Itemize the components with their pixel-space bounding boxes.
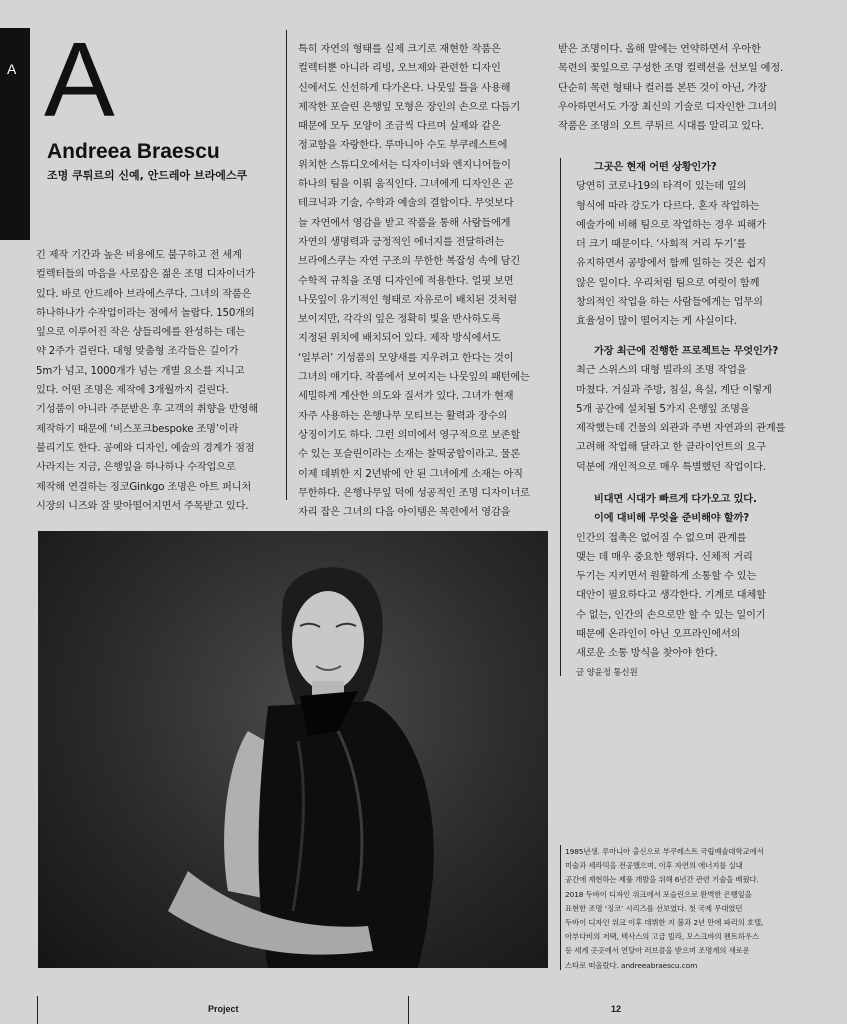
text-line: 않은 일이다. 우리처럼 팀으로 여럿이 함께 <box>576 277 760 289</box>
text-line: 상징이기도 하다. 그런 의미에서 영구적으로 보존할 <box>298 429 521 441</box>
text-line: 하나의 팀을 이뤄 움직인다. 그녀에게 디자인은 곧 <box>298 179 514 191</box>
text-line: 1985년생. 루마니아 출신으로 부쿠레스트 국립예술대학교에서 <box>565 847 764 856</box>
text-line: 있다. 어떤 조명은 제작에 3개월까지 걸린다. <box>36 385 229 397</box>
qa-question: 이에 대비해 무엇을 준비해야 할까? <box>594 513 750 525</box>
text-line: 수 있는 포슬린이라는 소재는 찰떡궁합이라고. 물론 <box>298 449 521 461</box>
text-line: 때문에 온라인이 아닌 오프라인에서의 <box>576 629 741 641</box>
text-line: 브라에스쿠는 자연 구조의 무한한 복잡성 속에 담긴 <box>298 256 521 268</box>
text-line: 스타로 떠올랐다. andreeabraescu.com <box>565 960 698 970</box>
text-line: 제작하기 때문에 ‘비스포크bespoke 조명’이라 <box>36 423 239 435</box>
qa-question: 가장 최근에 진행한 프로젝트는 무엇인가? <box>594 346 779 357</box>
text-line: 테크닉과 기술, 수학과 예술의 결합이다. 무엇보다 <box>298 198 514 210</box>
text-line: 공간에 재현하는 제품 개발을 위해 6년간 관련 기술을 배웠다. <box>565 875 759 885</box>
text-line: 인간의 접촉은 없어질 수 없으며 관계를 <box>576 532 747 544</box>
designer-name: Andreea Braescu <box>47 140 220 163</box>
text-line: 위치한 스튜디오에서는 디자이너와 엔지니어들이 <box>298 159 511 171</box>
footer-section-label: Project <box>208 1004 239 1014</box>
text-line: 두바이 디자인 위크 이후 데뷔한 지 불과 2년 만에 파리의 호텔, <box>565 918 764 928</box>
section-tab-letter: A <box>7 61 17 77</box>
designer-subtitle: 조명 쿠튀르의 신예, 안드레아 브라에스쿠 <box>47 169 248 182</box>
text-line: 그녀의 얘기다. 작품에서 보여지는 나뭇잎의 패턴에는 <box>298 372 530 384</box>
text-line: 시장의 니즈와 잘 맞아떨어지면서 주목받고 있다. <box>36 500 249 512</box>
text-line: 하나하나가 수작업이라는 점에서 놀랍다. 150개의 <box>36 307 255 319</box>
text-line: 있다. 바로 안드레아 브라에스쿠다. 그녀의 작품은 <box>36 288 252 300</box>
drop-letter: A <box>44 21 115 139</box>
text-line: ‘일부러’ 기성품의 모양새를 지우려고 한다는 것이 <box>298 352 514 364</box>
text-line: 형식에 따라 강도가 다르다. 혼자 작업하는 <box>576 200 760 212</box>
writer-credit: 글 양윤정 통신원 <box>576 667 638 678</box>
text-line: 2018 두바이 디자인 위크에서 포슬린으로 완벽한 은행잎을 <box>565 889 752 899</box>
text-line: 대안이 필요하다고 생각한다. 기계로 대체할 <box>576 590 766 602</box>
text-line: 자리 잡은 그녀의 다음 아이템은 목련에서 영감을 <box>298 507 511 519</box>
text-line: 불리기도 한다. 공예와 디자인, 예술의 경계가 점점 <box>36 442 255 454</box>
text-line: 당연히 코로나19의 타격이 있는데 일의 <box>576 181 747 193</box>
text-line: 잎으로 이루어진 작은 샹들리에를 완성하는 데는 <box>36 327 246 339</box>
footer-page-number: 12 <box>611 1004 622 1014</box>
text-line: 고려해 작업해 달라고 한 클라이언트의 요구 <box>576 442 766 454</box>
qa-question: 그곳은 현재 어떤 상황인가? <box>594 162 717 173</box>
text-line: 두기는 지키면서 원활하게 소통할 수 있는 <box>576 571 757 583</box>
text-line: 보이지만, 각각의 잎은 정확히 빛을 반사하도록 <box>298 314 501 326</box>
text-line: 세밀하게 계산한 의도와 질서가 있다. 그녀가 현재 <box>298 391 514 403</box>
text-line: 최근 스위스의 대형 빌라의 조명 작업을 <box>576 365 747 377</box>
text-line: 예술가에 비해 팀으로 작업하는 경우 피해가 <box>576 219 766 231</box>
text-line: 창의적인 작업을 하는 사람들에게는 업무의 <box>576 297 763 309</box>
text-line: 유지하면서 공방에서 함께 일하는 것은 쉽지 <box>576 258 766 270</box>
text-line: 자주 사용하는 은행나무 모티브는 활력과 장수의 <box>298 410 508 422</box>
text-line: 맺는 데 매우 중요한 행위다. 신체적 거리 <box>576 551 753 563</box>
text-line: 때문에 모두 모양이 조금씩 다르며 실제와 같은 <box>298 121 501 133</box>
designer-caption <box>565 845 820 973</box>
qa-question: 비대면 시대가 빠르게 다가오고 있다. <box>594 494 757 505</box>
text-line: 제작했는데 건물의 외관과 주변 자연과의 관계를 <box>576 423 786 435</box>
text-line: 신에서도 신선하게 다가온다. 나뭇잎 틀을 사용해 <box>298 82 511 94</box>
text-line: 5m가 넘고, 1000개가 넘는 개별 요소를 지니고 <box>36 365 245 377</box>
text-line: 단순히 목련 형태나 컬러를 본뜬 것이 아닌, 가장 <box>558 82 767 94</box>
text-line: 받은 조명이다. 올해 말에는 연약하면서 우아한 <box>558 44 761 55</box>
text-line: 컬렉터뿐 아니라 리빙, 오브제와 관련한 디자인 <box>298 63 501 75</box>
qa-divider <box>560 158 561 676</box>
text-line: 무한하다. 은행나무잎 덕에 성공적인 조명 디자이너로 <box>298 487 530 499</box>
designer-portrait-photo <box>38 531 548 968</box>
qa-block-2 <box>576 342 812 477</box>
text-line: 지정된 위치에 배치되어 있다. 제작 방식에서도 <box>298 333 501 345</box>
text-line: 작품은 조명의 오트 쿠튀르 시대를 알리고 있다. <box>558 121 764 133</box>
text-line: 정교함을 자랑한다. 루마니아 수도 부쿠레스트에 <box>298 140 508 152</box>
text-line: 제작해 연결하는 징코Ginkgo 조명은 아트 퍼니처 <box>36 481 252 493</box>
text-line: 우아하면서도 가장 최신의 기술로 디자인한 그녀의 <box>558 101 777 113</box>
qa-block-1 <box>576 158 812 332</box>
text-line: 효율성이 많이 떨어지는 게 사실이다. <box>576 316 737 328</box>
text-line: 수 없는, 인간의 손으로만 할 수 있는 일이기 <box>576 609 766 621</box>
text-line: 표현한 조명 ‘징코’ 시리즈를 선보였다. 첫 국제 무대였던 <box>565 903 743 913</box>
qa-block-3 <box>576 490 812 680</box>
column-divider <box>286 30 287 500</box>
text-line: 제작한 포슬린 은행잎 모형은 장인의 손으로 다듬기 <box>298 101 521 113</box>
text-line: 기성품이 아니라 주문받은 후 고객의 취향을 반영해 <box>36 404 259 416</box>
text-line: 더 크기 때문이다. ‘사회적 거리 두기’를 <box>576 239 747 251</box>
text-line: 이제 데뷔한 지 2년밖에 안 된 그녀에게 소재는 아직 <box>298 468 523 480</box>
text-line: 나뭇잎이 유기적인 형태로 자유로이 배치된 것처럼 <box>298 294 517 306</box>
text-line: 긴 제작 기간과 높은 비용에도 불구하고 전 세계 <box>36 250 242 261</box>
text-line: 목련의 꽃잎으로 구성한 조명 컬렉션을 선보일 예정. <box>558 63 784 75</box>
text-line: 등 세계 곳곳에서 연달아 러브콜을 받으며 조명계의 새로운 <box>565 946 750 956</box>
text-line: 특히 자연의 형태를 실제 크기로 재현한 작품은 <box>298 44 501 55</box>
text-line: 자연의 생명력과 긍정적인 에너지를 전달하려는 <box>298 236 505 248</box>
text-line: 마쳤다. 거실과 주방, 침실, 욕실, 계단 이렇게 <box>576 384 772 396</box>
text-line: 5개 공간에 설치될 5가지 은행잎 조명을 <box>576 403 750 415</box>
text-line: 새로운 소통 방식을 찾아야 한다. <box>576 648 718 660</box>
text-line: 미술과 세라믹을 전공했으며, 이후 자연의 에너지를 실내 <box>565 861 743 871</box>
footer-rule-left <box>37 996 38 1024</box>
body-column-1 <box>36 246 282 516</box>
footer-rule-right <box>408 996 409 1024</box>
body-column-2 <box>298 40 548 522</box>
body-column-3 <box>558 40 808 136</box>
text-line: 약 2주가 걸린다. 대형 맞춤형 조각들은 길이가 <box>36 346 239 358</box>
caption-divider <box>560 845 561 970</box>
section-tab <box>0 28 30 240</box>
text-line: 수학적 규칙을 조명 디자인에 적용한다. 얼핏 보면 <box>298 275 514 287</box>
text-line: 덕분에 개인적으로 매우 특별했던 작업이다. <box>576 461 766 473</box>
text-line: 늘 자연에서 영감을 받고 작품을 통해 사람들에게 <box>298 217 511 229</box>
text-line: 아부다비의 저택, 텍사스의 고급 빌라, 모스크바의 펜트하우스 <box>565 932 759 942</box>
text-line: 컬렉터들의 마음을 사로잡은 젊은 조명 디자이너가 <box>36 269 255 281</box>
portrait-illustration <box>38 531 548 968</box>
text-line: 사라지는 지금, 은행잎을 하나하나 수작업으로 <box>36 462 236 474</box>
